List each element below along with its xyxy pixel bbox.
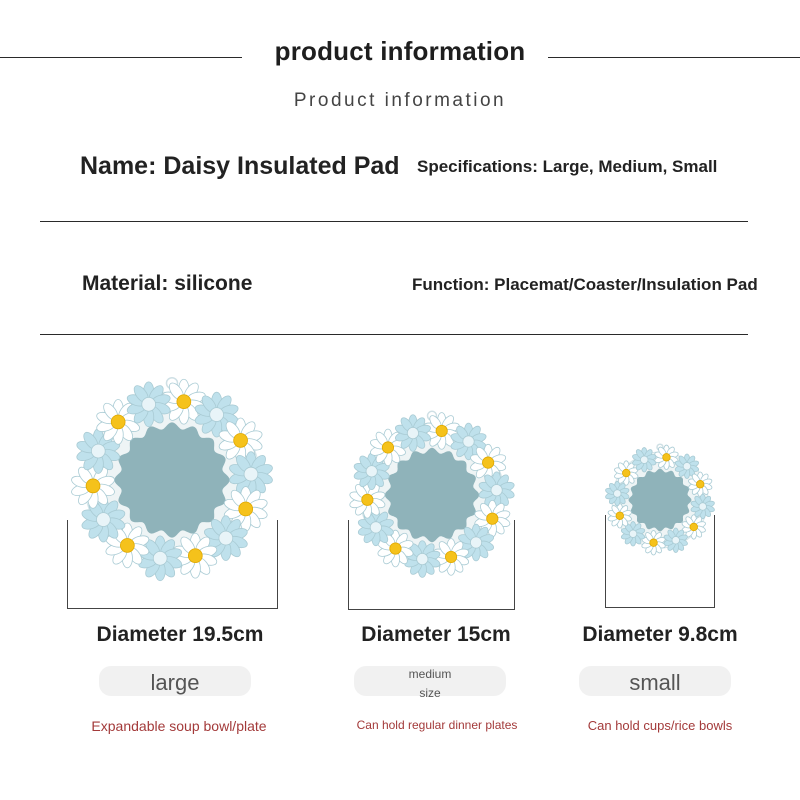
medium-diameter: Diameter 15cm	[361, 623, 511, 646]
small-size-label	[579, 666, 731, 696]
spec-divider-2	[40, 334, 748, 335]
product-material: Material: silicone	[82, 272, 253, 295]
medium-size-bracket	[348, 520, 515, 610]
product-name: Name: Daisy Insulated Pad	[80, 152, 400, 180]
spec-divider-1	[40, 221, 748, 222]
large-diameter: Diameter 19.5cm	[96, 623, 264, 646]
small-usage-note: Can hold cups/rice bowls	[587, 718, 733, 733]
product-function: Function: Placemat/Coaster/Insulation Pad	[412, 275, 758, 294]
large-size-bracket	[67, 520, 278, 609]
large-size-label	[99, 666, 251, 696]
medium-size-text-line1: medium	[408, 667, 452, 681]
small-diameter: Diameter 9.8cm	[582, 623, 738, 646]
large-size-text: large	[150, 670, 200, 695]
medium-usage-note: Can hold regular dinner plates	[356, 718, 518, 732]
small-size-text: small	[629, 670, 681, 695]
page-subtitle: Product information	[293, 90, 507, 111]
small-size-bracket	[605, 515, 715, 608]
page-title: product information	[274, 36, 526, 66]
medium-size-label	[354, 666, 506, 700]
product-specifications: Specifications: Large, Medium, Small	[417, 157, 718, 176]
medium-size-text-line2: size	[419, 686, 441, 700]
large-usage-note: Expandable soup bowl/plate	[91, 718, 267, 734]
